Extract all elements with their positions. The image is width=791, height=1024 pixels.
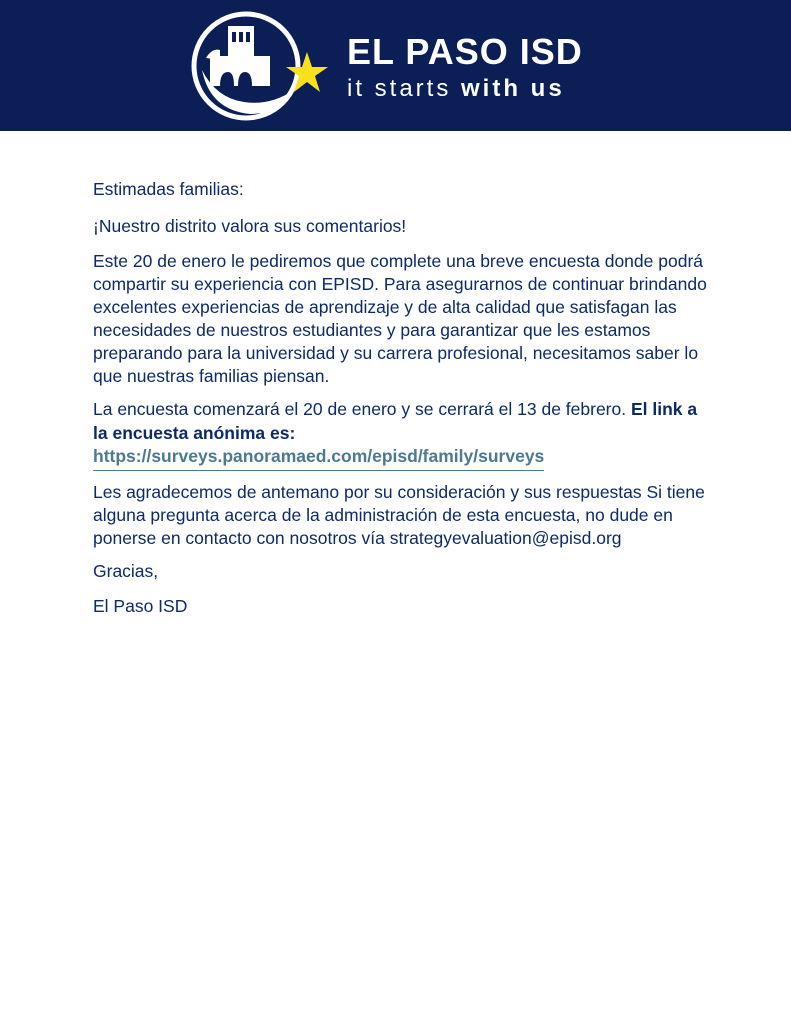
brand-tagline <box>347 74 565 104</box>
survey-link-intro: El link a la encuesta anónima es: <box>93 399 698 443</box>
brand-title: EL PASO ISD <box>347 31 583 72</box>
survey-dates: La encuesta comenzará el 20 de enero y se cerrará el 13 de febrero. <box>93 399 627 419</box>
lead-sentence: ¡Nuestro distrito valora sus comentarios! <box>93 216 407 236</box>
body-paragraph: Este 20 de enero le pediremos que complete una breve encuesta donde podrá compartir su experiencia con EPISD. Para asegurarnos de continuar brindando excelentes experiencias de aprendizaje y de alta calidad que satisfagan las necesidades de nuestros estudiantes y para garantizar que les estamos preparando para la universidad y su carrera profesional, necesitamos saber lo que nuestras familias piensan. <box>93 251 707 386</box>
el-paso-isd-logo-icon <box>190 10 350 122</box>
survey-link[interactable]: https://surveys.panoramaed.com/episd/family/surveys <box>93 445 544 471</box>
tagline-light: it starts <box>347 75 452 102</box>
thanks-paragraph: Les agradecemos de antemano por su consideración y sus respuestas Si tiene alguna pregunta acerca de la administración de esta encuesta, no dude en ponerse en contacto con nosotros vía strategyevaluation@episd.org <box>93 482 705 548</box>
tagline-bold: with us <box>461 75 565 102</box>
letter-body <box>93 178 713 618</box>
survey-paragraph <box>93 397 713 445</box>
header-banner <box>0 0 791 131</box>
greeting: Estimadas familias: <box>93 179 244 199</box>
closing: Gracias, <box>93 561 159 581</box>
signature: El Paso ISD <box>93 596 188 616</box>
